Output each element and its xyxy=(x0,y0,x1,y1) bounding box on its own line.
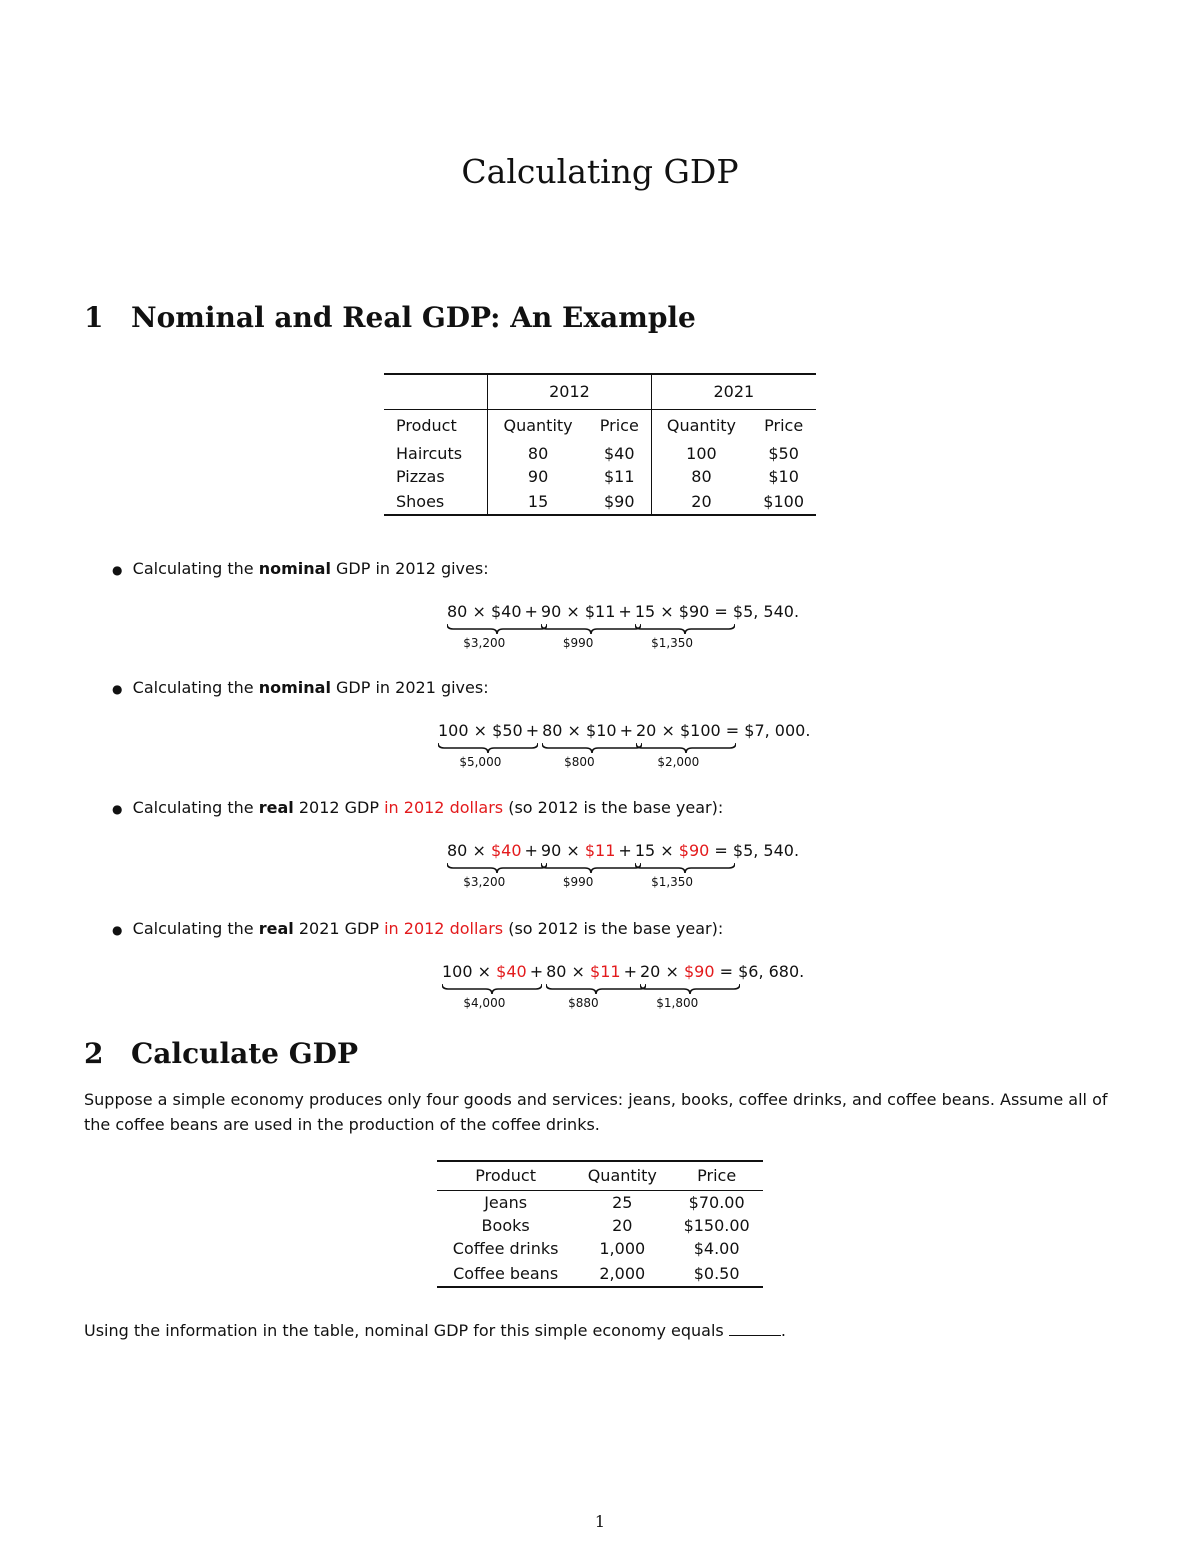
bullet-item xyxy=(112,919,723,938)
table-cell: 20 xyxy=(651,488,751,515)
equation-term xyxy=(447,602,522,650)
bullet-dot-icon: ● xyxy=(112,563,123,577)
underbrace-icon xyxy=(447,624,547,634)
plus-sign: + xyxy=(618,841,632,860)
section-title: Nominal and Real GDP: An Example xyxy=(131,301,696,334)
equation-term xyxy=(542,721,617,769)
column-header: Price xyxy=(599,416,639,435)
underbrace-icon xyxy=(635,624,735,634)
plus-sign: + xyxy=(529,962,544,981)
bullet-text-pre: Calculating the xyxy=(132,678,259,697)
gdp-example-table xyxy=(384,373,816,516)
equation-term xyxy=(447,841,522,889)
table-row xyxy=(384,442,816,465)
bullet-text-pre: Calculating the xyxy=(132,559,259,578)
bullet-text-pre: Calculating the xyxy=(132,798,259,817)
price: $40 xyxy=(490,841,522,860)
section-1-heading xyxy=(84,301,696,334)
underbrace-icon xyxy=(442,984,542,994)
underbrace-icon xyxy=(635,863,735,873)
price: $11 xyxy=(584,602,616,621)
underbrace-icon xyxy=(546,984,646,994)
underbrace-icon xyxy=(542,743,642,753)
equation-term xyxy=(546,962,621,1010)
table-cell: $70.00 xyxy=(688,1193,745,1212)
table-cell: 1,000 xyxy=(599,1239,646,1258)
equation-term xyxy=(442,962,527,1010)
price: $11 xyxy=(584,841,616,860)
column-header: Price xyxy=(670,1161,763,1191)
subtotal: $990 xyxy=(562,636,594,650)
document-title: Calculating GDP xyxy=(461,152,739,191)
bullet-dot-icon: ● xyxy=(112,682,123,696)
column-header: Price xyxy=(764,416,804,435)
table-row xyxy=(437,1237,763,1260)
price: $11 xyxy=(590,962,621,981)
quantity: 15 xyxy=(634,602,656,621)
table-cell: Coffee beans xyxy=(453,1263,559,1283)
times-sign: × xyxy=(661,721,675,740)
table-cell: $150.00 xyxy=(683,1216,750,1235)
table-cell: 80 xyxy=(488,442,588,465)
table-cell: Jeans xyxy=(484,1193,528,1212)
subtotal: $3,200 xyxy=(463,875,506,889)
year-header: 2012 xyxy=(488,374,651,410)
quantity: 90 xyxy=(540,602,562,621)
quantity: 90 xyxy=(540,841,562,860)
subtotal: $1,800 xyxy=(656,996,699,1010)
subtotal: $1,350 xyxy=(651,636,694,650)
column-header: Quantity xyxy=(651,410,751,443)
table-row xyxy=(384,465,816,488)
equation-result: = $6, 680. xyxy=(719,962,805,981)
column-header: Quantity xyxy=(488,410,588,443)
table-cell: 100 xyxy=(651,442,751,465)
table-cell: $100 xyxy=(763,491,804,511)
plus-sign: + xyxy=(619,721,633,740)
question-text xyxy=(84,1318,1124,1343)
bullet-text-pre: Calculating the xyxy=(132,919,259,938)
times-sign: × xyxy=(660,841,674,860)
quantity: 80 xyxy=(542,721,563,740)
bullet-item xyxy=(112,559,489,578)
equation-result: = $7, 000. xyxy=(725,721,811,740)
underbrace-icon xyxy=(541,863,641,873)
bullet-text-red: in 2012 dollars xyxy=(384,798,504,817)
equation xyxy=(447,841,800,889)
bullet-text-bold: nominal xyxy=(258,559,331,578)
equation-term xyxy=(634,841,710,889)
subtotal: $880 xyxy=(568,996,599,1010)
quantity: 20 xyxy=(640,962,661,981)
table-cell: Haircuts xyxy=(396,444,463,463)
table-cell: 20 xyxy=(612,1216,633,1235)
equation-term xyxy=(640,962,715,1010)
price: $90 xyxy=(678,602,710,621)
quantity: 80 xyxy=(447,602,468,621)
plus-sign: + xyxy=(618,602,632,621)
bullet-text-mid: 2012 GDP xyxy=(293,798,385,817)
times-sign: × xyxy=(472,841,486,860)
subtotal: $5,000 xyxy=(459,755,502,769)
equation-term xyxy=(634,602,710,650)
question-period: . xyxy=(780,1321,786,1340)
question-sentence: Using the information in the table, nominal GDP for this simple economy equals xyxy=(84,1321,724,1340)
underbrace-icon xyxy=(541,624,641,634)
underbrace-icon xyxy=(636,743,736,753)
times-sign: × xyxy=(473,721,488,740)
price: $50 xyxy=(492,721,523,740)
quantity: 100 xyxy=(438,721,469,740)
quantity: 15 xyxy=(634,841,656,860)
plus-sign: + xyxy=(524,841,538,860)
bullet-text-post: (so 2012 is the base year): xyxy=(503,919,724,938)
table-cell: 90 xyxy=(488,465,588,488)
price: $10 xyxy=(586,721,617,740)
section-number: 1 xyxy=(84,301,104,334)
section-2-intro: Suppose a simple economy produces only four goods and services: jeans, books, coffee drinks, and coffee beans. Assume all of the coffee beans are used in the production of the coffee drinks. xyxy=(84,1090,1108,1134)
table-row xyxy=(437,1260,763,1287)
equation xyxy=(447,602,800,650)
bullet-text-bold: real xyxy=(258,919,294,938)
table-cell: Coffee drinks xyxy=(452,1239,559,1258)
section-2-heading xyxy=(84,1037,358,1070)
subtotal: $990 xyxy=(562,875,594,889)
subtotal: $800 xyxy=(564,755,595,769)
table-cell: 2,000 xyxy=(599,1263,646,1283)
table-cell: 25 xyxy=(612,1193,633,1212)
page-number: 1 xyxy=(594,1512,606,1531)
times-sign: × xyxy=(571,962,585,981)
quantity: 80 xyxy=(546,962,567,981)
times-sign: × xyxy=(477,962,492,981)
section-number: 2 xyxy=(84,1037,104,1070)
section-title: Calculate GDP xyxy=(131,1037,358,1070)
year-header: 2021 xyxy=(651,374,816,410)
equation xyxy=(438,721,811,769)
times-sign: × xyxy=(660,602,674,621)
table-cell: Books xyxy=(481,1216,530,1235)
equation-result: = $5, 540. xyxy=(714,841,800,860)
bullet-item xyxy=(112,798,723,817)
equation-term xyxy=(540,602,616,650)
quantity: 100 xyxy=(442,962,473,981)
table-cell: 80 xyxy=(651,465,751,488)
table-cell: $50 xyxy=(768,444,799,463)
plus-sign: + xyxy=(525,721,540,740)
table-cell: 15 xyxy=(488,488,588,515)
subtotal: $3,200 xyxy=(463,636,506,650)
table-cell: Shoes xyxy=(396,491,445,511)
price: $40 xyxy=(496,962,527,981)
plus-sign: + xyxy=(623,962,637,981)
table-cell: $11 xyxy=(603,467,635,486)
bullet-dot-icon: ● xyxy=(112,802,123,816)
equation-term xyxy=(636,721,721,769)
underbrace-icon xyxy=(447,863,547,873)
table-row xyxy=(437,1214,763,1237)
bullet-text-mid: 2021 GDP xyxy=(293,919,385,938)
price: $90 xyxy=(678,841,710,860)
table-row xyxy=(384,488,816,515)
table-cell: $10 xyxy=(768,467,799,486)
equation-term xyxy=(540,841,616,889)
times-sign: × xyxy=(566,602,580,621)
times-sign: × xyxy=(567,721,581,740)
table-cell: $0.50 xyxy=(693,1263,740,1283)
subtotal: $1,350 xyxy=(651,875,694,889)
bullet-dot-icon: ● xyxy=(112,923,123,937)
underbrace-icon xyxy=(438,743,538,753)
table-cell: Pizzas xyxy=(396,467,445,486)
column-header: Product xyxy=(396,416,457,435)
column-header: Quantity xyxy=(574,1161,670,1191)
table-row xyxy=(437,1191,763,1215)
underbrace-icon xyxy=(640,984,740,994)
plus-sign: + xyxy=(524,602,538,621)
bullet-text-mid: GDP in 2012 gives: xyxy=(330,559,489,578)
times-sign: × xyxy=(665,962,679,981)
equation-term xyxy=(438,721,523,769)
equation xyxy=(442,962,805,1010)
quantity: 80 xyxy=(447,841,468,860)
price: $90 xyxy=(683,962,715,981)
times-sign: × xyxy=(472,602,486,621)
column-header: Product xyxy=(437,1161,574,1191)
table-cell: $40 xyxy=(603,444,635,463)
bullet-text-bold: nominal xyxy=(258,678,331,697)
price: $40 xyxy=(490,602,522,621)
equation-result: = $5, 540. xyxy=(714,602,800,621)
bullet-text-mid: GDP in 2021 gives: xyxy=(330,678,489,697)
bullet-item xyxy=(112,678,489,697)
bullet-text-red: in 2012 dollars xyxy=(384,919,504,938)
subtotal: $2,000 xyxy=(657,755,700,769)
table-cell: $4.00 xyxy=(693,1239,740,1258)
answer-blank xyxy=(729,1319,781,1336)
times-sign: × xyxy=(566,841,580,860)
subtotal: $4,000 xyxy=(463,996,506,1010)
bullet-text-bold: real xyxy=(258,798,294,817)
price: $100 xyxy=(679,721,721,740)
bullet-text-post: (so 2012 is the base year): xyxy=(503,798,724,817)
goods-table xyxy=(437,1160,763,1288)
table-cell: $90 xyxy=(603,491,635,511)
quantity: 20 xyxy=(636,721,657,740)
